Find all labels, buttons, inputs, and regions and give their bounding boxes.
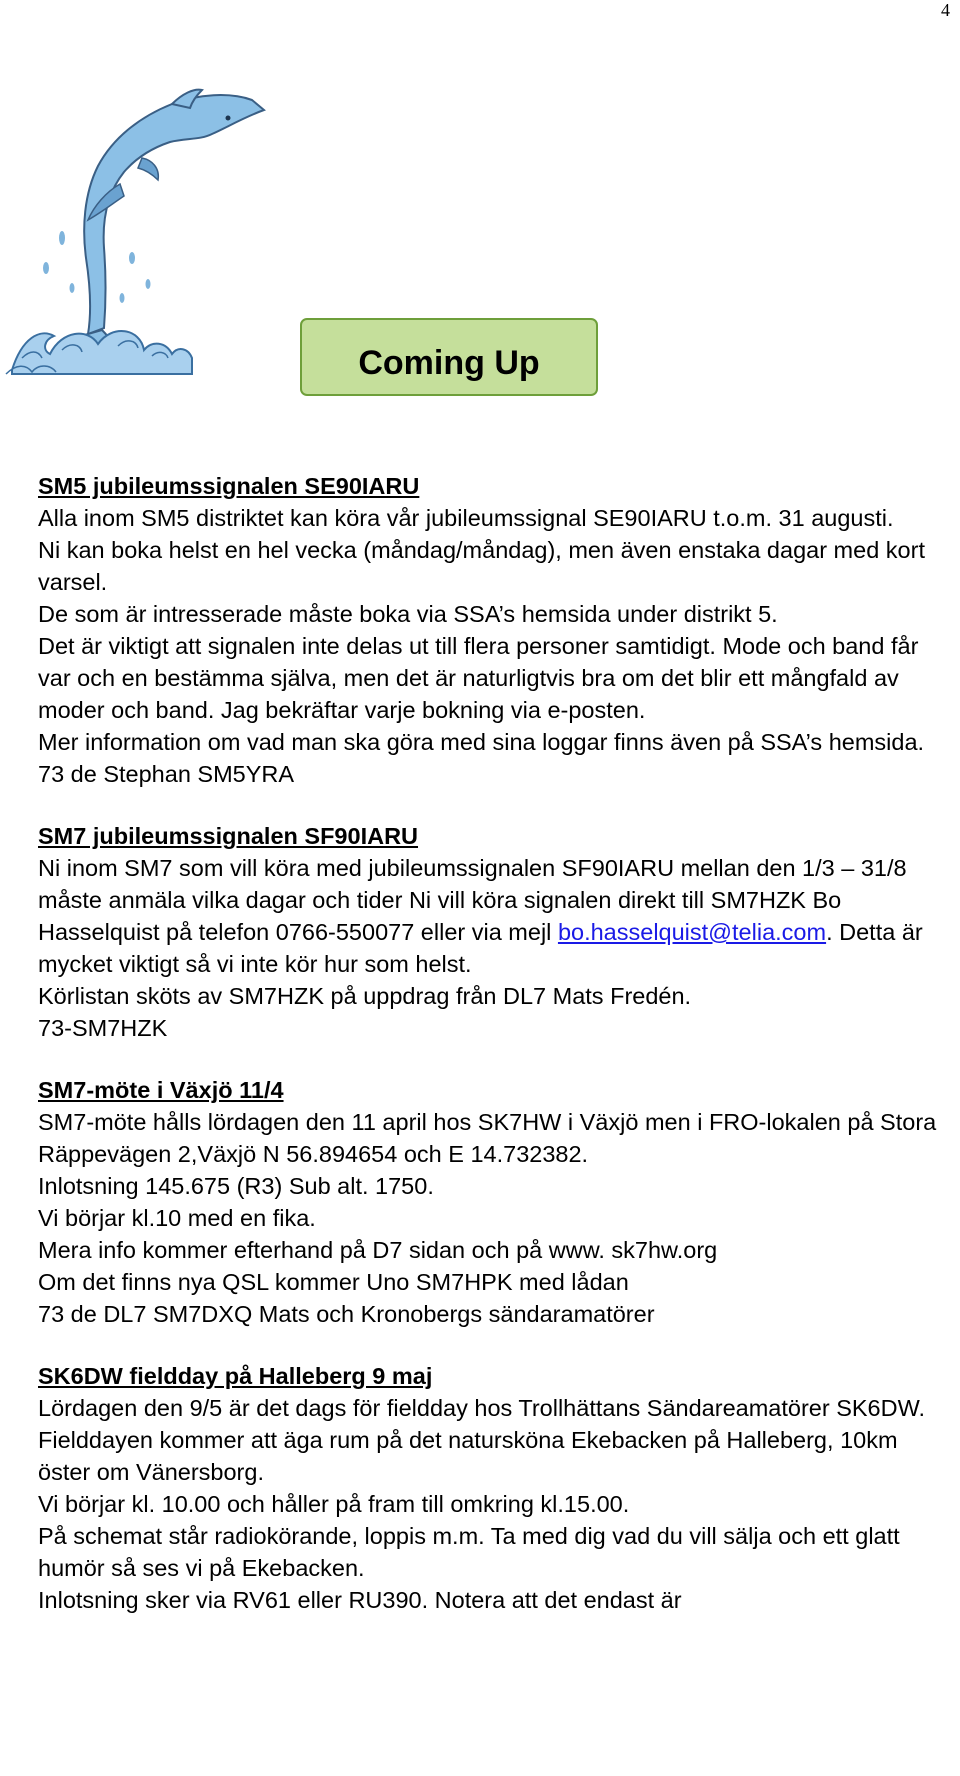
email-link[interactable]: bo.hasselquist@telia.com (557, 919, 827, 945)
paragraph: Vi börjar kl. 10.00 och håller på fram till omkring kl.15.00. (38, 1491, 630, 1517)
paragraph-text: . Detta är mycket viktigt så vi inte kör hur som helst. (38, 919, 923, 977)
page-number: 4 (941, 0, 950, 20)
paragraph: SM7-möte hålls lördagen den 11 april hos SK7HW i Växjö men i FRO-lokalen på Stora Räppevägen 2,Växjö N 56.894654 och E 14.732382. (38, 1109, 937, 1167)
paragraph: Lördagen den 9/5 är det dags för fieldday hos Trollhättans Sändareamatörer SK6DW. (38, 1395, 926, 1421)
paragraph-text: Ni inom SM7 som vill köra med jubileumssignalen SF90IARU mellan den 1/3 – 31/8 måste anmäla vilka dagar och tider Ni vill köra signalen direkt till SM7HZK Bo Hasselquist på telefon 0766-550077 eller via mejl (38, 855, 907, 945)
paragraph: Det är viktigt att signalen inte delas ut till flera personer samtidigt. Mode och band får var och en bestämma själva, men det är naturligtvis bra om det blir ett mångfald av moder och band. Jag bekräftar varje bokning via e-posten. (38, 633, 919, 723)
dolphin-icon (2, 88, 274, 378)
paragraph: Körlistan sköts av SM7HZK på uppdrag från DL7 Mats Fredén. (38, 983, 692, 1009)
paragraph: Alla inom SM5 distriktet kan köra vår jubileumssignal SE90IARU t.o.m. 31 augusti. (38, 505, 894, 531)
banner-title: Coming Up (358, 343, 540, 382)
section-heading: SK6DW fieldday på Halleberg 9 maj (38, 1363, 433, 1389)
paragraph: Inlotsning sker via RV61 eller RU390. Notera att det endast är (38, 1587, 682, 1613)
signature: 73-SM7HZK (38, 1015, 168, 1041)
section-heading: SM7 jubileumssignalen SF90IARU (38, 823, 419, 849)
paragraph: Vi börjar kl.10 med en fika. (38, 1205, 316, 1231)
signature: 73 de Stephan SM5YRA (38, 761, 295, 787)
section-sm7-meeting (38, 1074, 943, 1330)
section-sk6dw-fieldday (38, 1360, 943, 1616)
paragraph: Om det finns nya QSL kommer Uno SM7HPK med lådan (38, 1269, 629, 1295)
article-body (38, 470, 943, 1646)
paragraph: Ni kan boka helst en hel vecka (måndag/måndag), men även enstaka dagar med kort varsel. (38, 537, 925, 595)
paragraph: Fielddayen kommer att äga rum på det natursköna Ekebacken på Halleberg, 10km öster om Vänersborg. (38, 1427, 898, 1485)
coming-up-banner (300, 318, 598, 396)
section-sm5 (38, 470, 943, 790)
paragraph: Inlotsning 145.675 (R3) Sub alt. 1750. (38, 1173, 434, 1199)
paragraph: På schemat står radiokörande, loppis m.m. Ta med dig vad du vill sälja och ett glatt humör så ses vi på Ekebacken. (38, 1523, 900, 1581)
section-sm7-signal (38, 820, 943, 1044)
paragraph: Mera info kommer efterhand på D7 sidan och på www. sk7hw.org (38, 1237, 718, 1263)
section-heading: SM5 jubileumssignalen SE90IARU (38, 473, 420, 499)
paragraph: Mer information om vad man ska göra med sina loggar finns även på SSA’s hemsida. (38, 729, 925, 755)
signature: 73 de DL7 SM7DXQ Mats och Kronobergs sändaramatörer (38, 1301, 655, 1327)
paragraph (38, 852, 943, 980)
paragraph: De som är intresserade måste boka via SSA’s hemsida under distrikt 5. (38, 601, 778, 627)
section-heading: SM7-möte i Växjö 11/4 (38, 1077, 284, 1103)
